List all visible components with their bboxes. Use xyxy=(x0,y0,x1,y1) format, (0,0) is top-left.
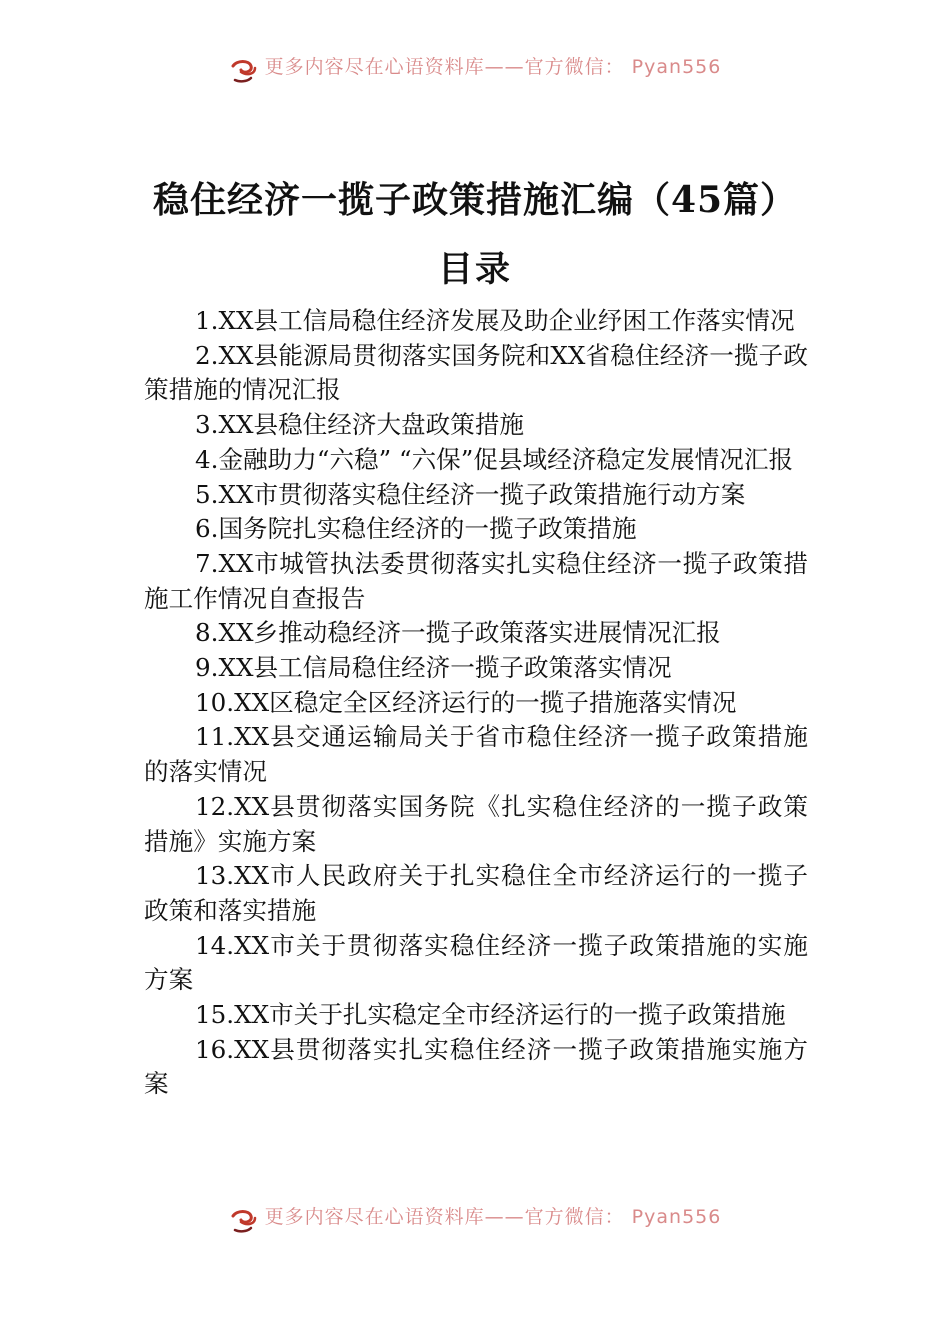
toc-item-1: 1.XX县工信局稳住经济发展及助企业纾困工作落实情况 xyxy=(195,306,795,335)
watermark-text: 更多内容尽在心语资料库——官方微信： Pyan556 xyxy=(264,1206,722,1228)
toc-item-16: 16.XX县贯彻落实扎实稳住经济一揽子政策措施实施方案 xyxy=(144,1034,808,1099)
table-of-contents xyxy=(144,304,808,1102)
toc-item-4: 4.金融助力“六稳” “六保”促县域经济稳定发展情况汇报 xyxy=(195,444,794,474)
toc-heading: 目录 xyxy=(437,249,512,290)
toc-item-8: 8.XX乡推动稳经济一揽子政策落实进展情况汇报 xyxy=(195,618,721,648)
watermark-banner-bottom xyxy=(0,1206,950,1236)
toc-item-11: 11.XX县交通运输局关于省市稳住经济一揽子政策措施的落实情况 xyxy=(144,722,808,787)
red-swirl-logo-icon xyxy=(229,1208,259,1234)
document-title: 稳住经济一揽子政策措施汇编（45篇） xyxy=(152,179,798,221)
toc-item-6: 6.国务院扎实稳住经济的一揽子政策措施 xyxy=(195,514,637,544)
toc-item-10: 10.XX区稳定全区经济运行的一揽子措施落实情况 xyxy=(195,687,737,717)
toc-item-5: 5.XX市贯彻落实稳住经济一揽子政策措施行动方案 xyxy=(195,479,746,509)
watermark-banner-top xyxy=(0,56,950,86)
toc-item-7: 7.XX市城管执法委贯彻落实扎实稳住经济一揽子政策措施工作情况自查报告 xyxy=(144,548,808,613)
toc-item-14: 14.XX市关于贯彻落实稳住经济一揽子政策措施的实施方案 xyxy=(144,930,808,995)
toc-item-15: 15.XX市关于扎实稳定全市经济运行的一揽子政策措施 xyxy=(195,1000,786,1030)
watermark-text: 更多内容尽在心语资料库——官方微信： Pyan556 xyxy=(264,56,722,78)
toc-item-2: 2.XX县能源局贯彻落实国务院和XX省稳住经济一揽子政策措施的情况汇报 xyxy=(144,340,808,405)
red-swirl-logo-icon xyxy=(229,58,259,84)
toc-item-13: 13.XX市人民政府关于扎实稳住全市经济运行的一揽子政策和落实措施 xyxy=(144,861,808,925)
toc-item-9: 9.XX县工信局稳住经济一揽子政策落实情况 xyxy=(195,653,672,683)
toc-item-3: 3.XX县稳住经济大盘政策措施 xyxy=(195,410,525,440)
toc-item-12: 12.XX县贯彻落实国务院《扎实稳住经济的一揽子政策措施》实施方案 xyxy=(144,791,808,856)
